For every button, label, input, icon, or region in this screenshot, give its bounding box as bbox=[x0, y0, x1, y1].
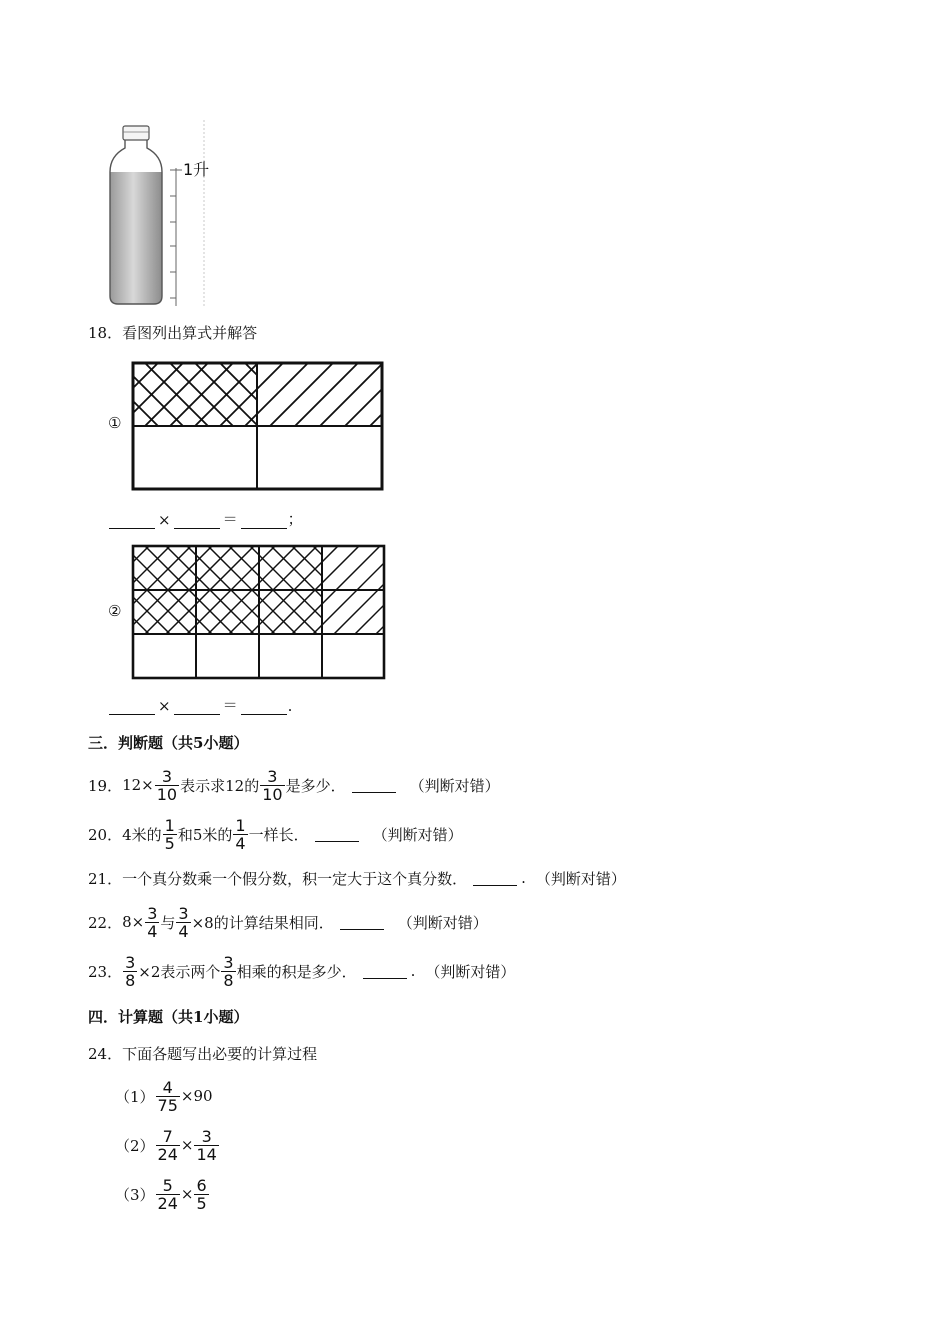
answer-blank[interactable] bbox=[473, 871, 517, 886]
fraction: $\frac{6}{5}$ bbox=[196, 1175, 207, 1213]
question-23 bbox=[88, 951, 515, 991]
question-number: 19． bbox=[88, 776, 123, 795]
judge-hint: （判断对错） bbox=[425, 962, 516, 981]
text-part: 相乘的积是多少． bbox=[236, 962, 357, 981]
section-4-title: 四．计算题（共1小题） bbox=[88, 1007, 249, 1026]
fraction: $\frac{3}{4}$ bbox=[147, 903, 158, 941]
line-end: ； bbox=[287, 510, 303, 528]
fraction: $\frac{3}{8}$ bbox=[223, 952, 234, 990]
figure2-grid bbox=[130, 543, 388, 681]
question-20 bbox=[88, 814, 463, 854]
fraction: $\frac{3}{14}$ bbox=[196, 1126, 217, 1164]
figure2-answer-line bbox=[108, 694, 292, 715]
question-number: 21． bbox=[88, 869, 123, 888]
text-part: ×2表示两个 bbox=[138, 962, 221, 981]
item-label: （1） bbox=[115, 1087, 155, 1106]
text-part: × bbox=[180, 1185, 194, 1203]
text-part: 4米的 bbox=[122, 825, 162, 844]
text-part: 8× bbox=[122, 913, 145, 931]
answer-blank[interactable] bbox=[340, 915, 384, 930]
figure2-marker: ② bbox=[108, 602, 122, 620]
answer-blank[interactable] bbox=[109, 700, 155, 715]
answer-blank[interactable] bbox=[174, 514, 220, 529]
answer-blank[interactable] bbox=[241, 700, 287, 715]
judge-hint: （判断对错） bbox=[397, 913, 488, 932]
fraction: $\frac{3}{8}$ bbox=[125, 952, 136, 990]
text-part: ×90 bbox=[180, 1087, 213, 1105]
line-end: . bbox=[287, 697, 293, 715]
answer-blank[interactable] bbox=[241, 514, 287, 529]
text-part: ×8的计算结果相同． bbox=[191, 913, 334, 932]
equals-sign: ＝ bbox=[222, 696, 238, 714]
fraction: $\frac{7}{24}$ bbox=[157, 1126, 178, 1164]
answer-blank[interactable] bbox=[315, 827, 359, 842]
question-24 bbox=[88, 1033, 317, 1073]
fraction: $\frac{1}{4}$ bbox=[235, 815, 246, 853]
answer-blank[interactable] bbox=[352, 778, 396, 793]
question-text: 看图列出算式并解答 bbox=[122, 323, 258, 342]
judge-hint: （判断对错） bbox=[409, 776, 500, 795]
item-label: （3） bbox=[115, 1185, 155, 1204]
q24-item-3 bbox=[115, 1174, 210, 1214]
equals-sign: ＝ bbox=[222, 510, 238, 528]
judge-hint: （判断对错） bbox=[372, 825, 463, 844]
figure1-marker: ① bbox=[108, 414, 122, 432]
q24-item-2 bbox=[115, 1125, 220, 1165]
question-21 bbox=[88, 858, 626, 898]
figure1-grid bbox=[130, 360, 386, 492]
text-part: 一个真分数乘一个假分数，积一定大于这个真分数． bbox=[122, 869, 468, 888]
text-part: 与 bbox=[160, 913, 176, 932]
question-text: 下面各题写出必要的计算过程 bbox=[122, 1044, 318, 1063]
text-part: × bbox=[180, 1136, 194, 1154]
text-part: 是多少． bbox=[285, 776, 346, 795]
text-part: 和5米的 bbox=[177, 825, 233, 844]
question-number: 23． bbox=[88, 962, 123, 981]
bottle-mark-label: 1升 bbox=[183, 160, 210, 179]
question-number: 20． bbox=[88, 825, 123, 844]
question-19 bbox=[88, 765, 500, 805]
item-label: （2） bbox=[115, 1136, 155, 1155]
times-sign: × bbox=[158, 697, 171, 715]
question-number: 24． bbox=[88, 1044, 123, 1063]
fraction: $\frac{1}{5}$ bbox=[164, 815, 175, 853]
section-3-title: 三．判断题（共5小题） bbox=[88, 733, 249, 752]
judge-hint: （判断对错） bbox=[535, 869, 626, 888]
text-part: 表示求12的 bbox=[180, 776, 260, 795]
answer-blank[interactable] bbox=[109, 514, 155, 529]
bottle-figure bbox=[100, 118, 230, 308]
question-22 bbox=[88, 902, 488, 942]
fraction: $\frac{3}{10}$ bbox=[156, 766, 178, 804]
figure1-answer-line bbox=[108, 508, 303, 529]
question-18 bbox=[88, 312, 257, 352]
times-sign: × bbox=[158, 511, 171, 529]
answer-blank[interactable] bbox=[363, 964, 407, 979]
question-number: 18． bbox=[88, 323, 123, 342]
text-part: . bbox=[521, 869, 526, 887]
text-part: . bbox=[410, 962, 416, 980]
text-part: 一样长． bbox=[248, 825, 309, 844]
text-part: 12× bbox=[122, 776, 154, 794]
answer-blank[interactable] bbox=[174, 700, 220, 715]
question-number: 22． bbox=[88, 913, 123, 932]
fraction: $\frac{4}{75}$ bbox=[157, 1077, 178, 1115]
fraction: $\frac{5}{24}$ bbox=[157, 1175, 178, 1213]
fraction: $\frac{3}{10}$ bbox=[262, 766, 283, 804]
fraction: $\frac{3}{4}$ bbox=[178, 903, 189, 941]
q24-item-1 bbox=[115, 1076, 213, 1116]
